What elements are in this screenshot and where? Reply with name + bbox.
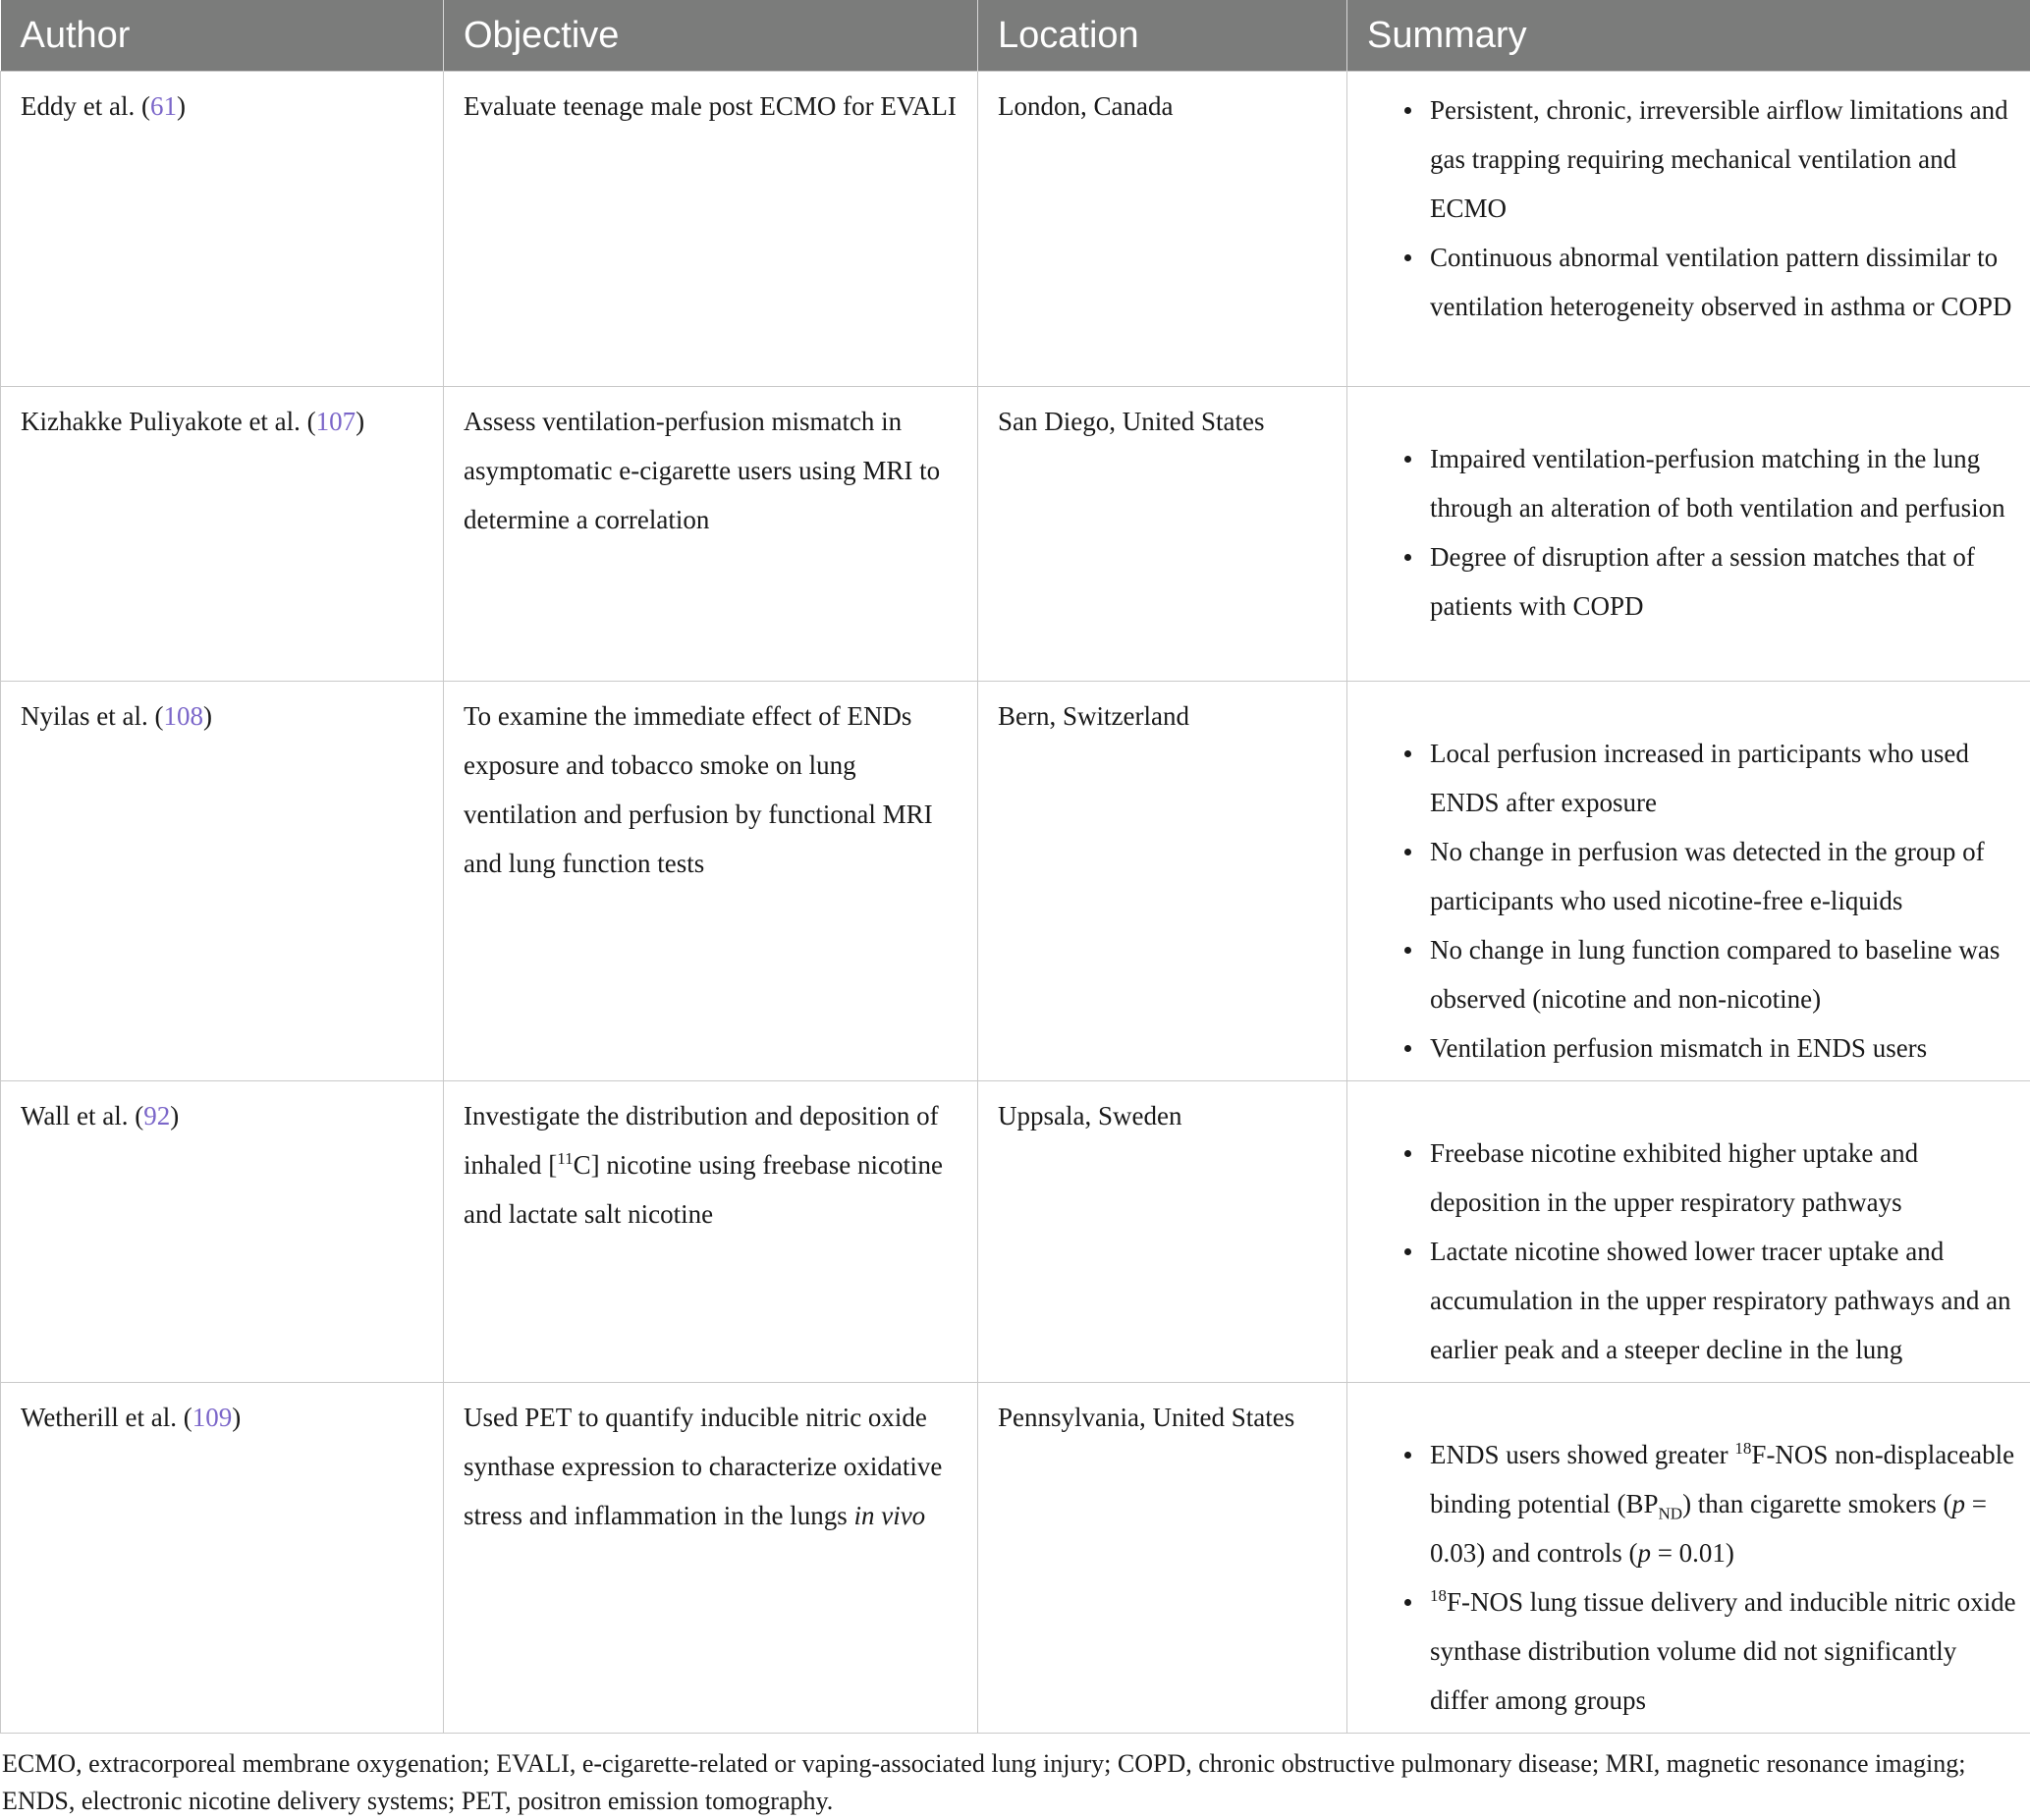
reference-link[interactable]: 61 — [150, 91, 177, 121]
summary-item: Local perfusion increased in participants who used ENDS after exposure — [1404, 729, 2016, 827]
subscript: ND — [1659, 1504, 1683, 1522]
summary-text: F-NOS non-displaceable binding potential (BP — [1430, 1440, 2014, 1518]
summary-list — [1379, 1129, 2016, 1374]
reference-link[interactable]: 107 — [316, 407, 357, 436]
summary-item — [1404, 1577, 2016, 1725]
reference-link[interactable]: 109 — [192, 1403, 233, 1432]
objective-text: Investigate the distribution and deposition of inhaled [ — [464, 1101, 939, 1180]
summary-item — [1404, 1430, 2016, 1577]
isotope-superscript: 18 — [1734, 1439, 1751, 1458]
objective-cell — [444, 1383, 978, 1734]
objective-cell: To examine the immediate effect of ENDs exposure and tobacco smoke on lung ventilation and perfusion by functional MRI and lung function tests — [444, 682, 978, 1081]
author-paren: ) — [170, 1101, 179, 1131]
summary-cell — [1347, 72, 2030, 387]
table-row — [1, 72, 2030, 387]
author-cell — [1, 387, 444, 682]
table-row — [1, 682, 2030, 1081]
summary-text: ENDS users showed greater — [1430, 1440, 1734, 1469]
table-row — [1, 387, 2030, 682]
summary-cell — [1347, 1383, 2030, 1734]
summary-list — [1379, 434, 2016, 631]
author-paren: ) — [232, 1403, 241, 1432]
author-name: Wetherill et al. ( — [21, 1403, 192, 1432]
author-name: Wall et al. ( — [21, 1101, 143, 1131]
author-cell — [1, 1081, 444, 1383]
summary-list — [1379, 729, 2016, 1073]
author-name: Kizhakke Puliyakote et al. ( — [21, 407, 316, 436]
table-row — [1, 1081, 2030, 1383]
author-paren: ) — [356, 407, 364, 436]
summary-item: Degree of disruption after a session matches that of patients with COPD — [1404, 532, 2016, 631]
summary-text: F-NOS lung tissue delivery and inducible nitric oxide synthase distribution volume did not significantly differ among groups — [1430, 1587, 2016, 1715]
location-cell: Pennsylvania, United States — [978, 1383, 1347, 1734]
location-cell: Bern, Switzerland — [978, 682, 1347, 1081]
objective-text: Used PET to quantify inducible nitric oxide synthase expression to characterize oxidative stress and inflammation in the lungs — [464, 1403, 942, 1530]
summary-cell — [1347, 387, 2030, 682]
objective-cell: Evaluate teenage male post ECMO for EVALI — [444, 72, 978, 387]
summary-item: No change in lung function compared to baseline was observed (nicotine and non-nicotine) — [1404, 925, 2016, 1023]
summary-text: ) than cigarette smokers ( — [1682, 1489, 1951, 1518]
objective-cell — [444, 1081, 978, 1383]
author-paren: ) — [177, 91, 186, 121]
summary-cell — [1347, 1081, 2030, 1383]
p-value-symbol: p — [1637, 1538, 1651, 1568]
header-objective: Objective — [444, 0, 978, 72]
location-cell: London, Canada — [978, 72, 1347, 387]
objective-cell: Assess ventilation-perfusion mismatch in asymptomatic e-cigarette users using MRI to determine a correlation — [444, 387, 978, 682]
summary-list — [1379, 1430, 2016, 1725]
table-row — [1, 1383, 2030, 1734]
table-footnote: ECMO, extracorporeal membrane oxygenation; EVALI, e-cigarette-related or vaping-associated lung injury; COPD, chronic obstructive pulmonary disease; MRI, magnetic resonance imaging; ENDS, electronic nicotine delivery systems; PET, positron emission tomography. — [0, 1734, 2027, 1820]
reference-link[interactable]: 108 — [163, 701, 203, 731]
author-cell — [1, 1383, 444, 1734]
author-cell — [1, 682, 444, 1081]
reference-link[interactable]: 92 — [143, 1101, 170, 1131]
author-cell — [1, 72, 444, 387]
summary-item: No change in perfusion was detected in the group of participants who used nicotine-free e-liquids — [1404, 827, 2016, 925]
summary-item: Continuous abnormal ventilation pattern dissimilar to ventilation heterogeneity observed in asthma or COPD — [1404, 233, 2016, 331]
header-location: Location — [978, 0, 1347, 72]
location-cell: Uppsala, Sweden — [978, 1081, 1347, 1383]
table-header-row — [1, 0, 2030, 72]
author-name: Eddy et al. ( — [21, 91, 150, 121]
header-summary: Summary — [1347, 0, 2030, 72]
p-value-symbol: p — [1951, 1489, 1965, 1518]
summary-item: Freebase nicotine exhibited higher uptake and deposition in the upper respiratory pathways — [1404, 1129, 2016, 1227]
summary-cell — [1347, 682, 2030, 1081]
summary-item: Lactate nicotine showed lower tracer uptake and accumulation in the upper respiratory pathways and an earlier peak and a steeper decline in the lung — [1404, 1227, 2016, 1374]
summary-text: = 0.01) — [1651, 1538, 1734, 1568]
author-name: Nyilas et al. ( — [21, 701, 163, 731]
objective-italic: in vivo — [853, 1501, 925, 1530]
summary-list — [1379, 85, 2016, 331]
header-author: Author — [1, 0, 444, 72]
summary-item: Ventilation perfusion mismatch in ENDS users — [1404, 1023, 2016, 1073]
location-cell: San Diego, United States — [978, 387, 1347, 682]
summary-item: Persistent, chronic, irreversible airflow limitations and gas trapping requiring mechanical ventilation and ECMO — [1404, 85, 2016, 233]
summary-text: = 0.03) and controls ( — [1430, 1489, 1987, 1568]
objective-text: C] nicotine using freebase nicotine and lactate salt nicotine — [464, 1150, 943, 1229]
isotope-superscript: 18 — [1430, 1586, 1447, 1605]
author-paren: ) — [203, 701, 212, 731]
summary-item: Impaired ventilation-perfusion matching in the lung through an alteration of both ventilation and perfusion — [1404, 434, 2016, 532]
isotope-superscript: 11 — [557, 1149, 573, 1168]
